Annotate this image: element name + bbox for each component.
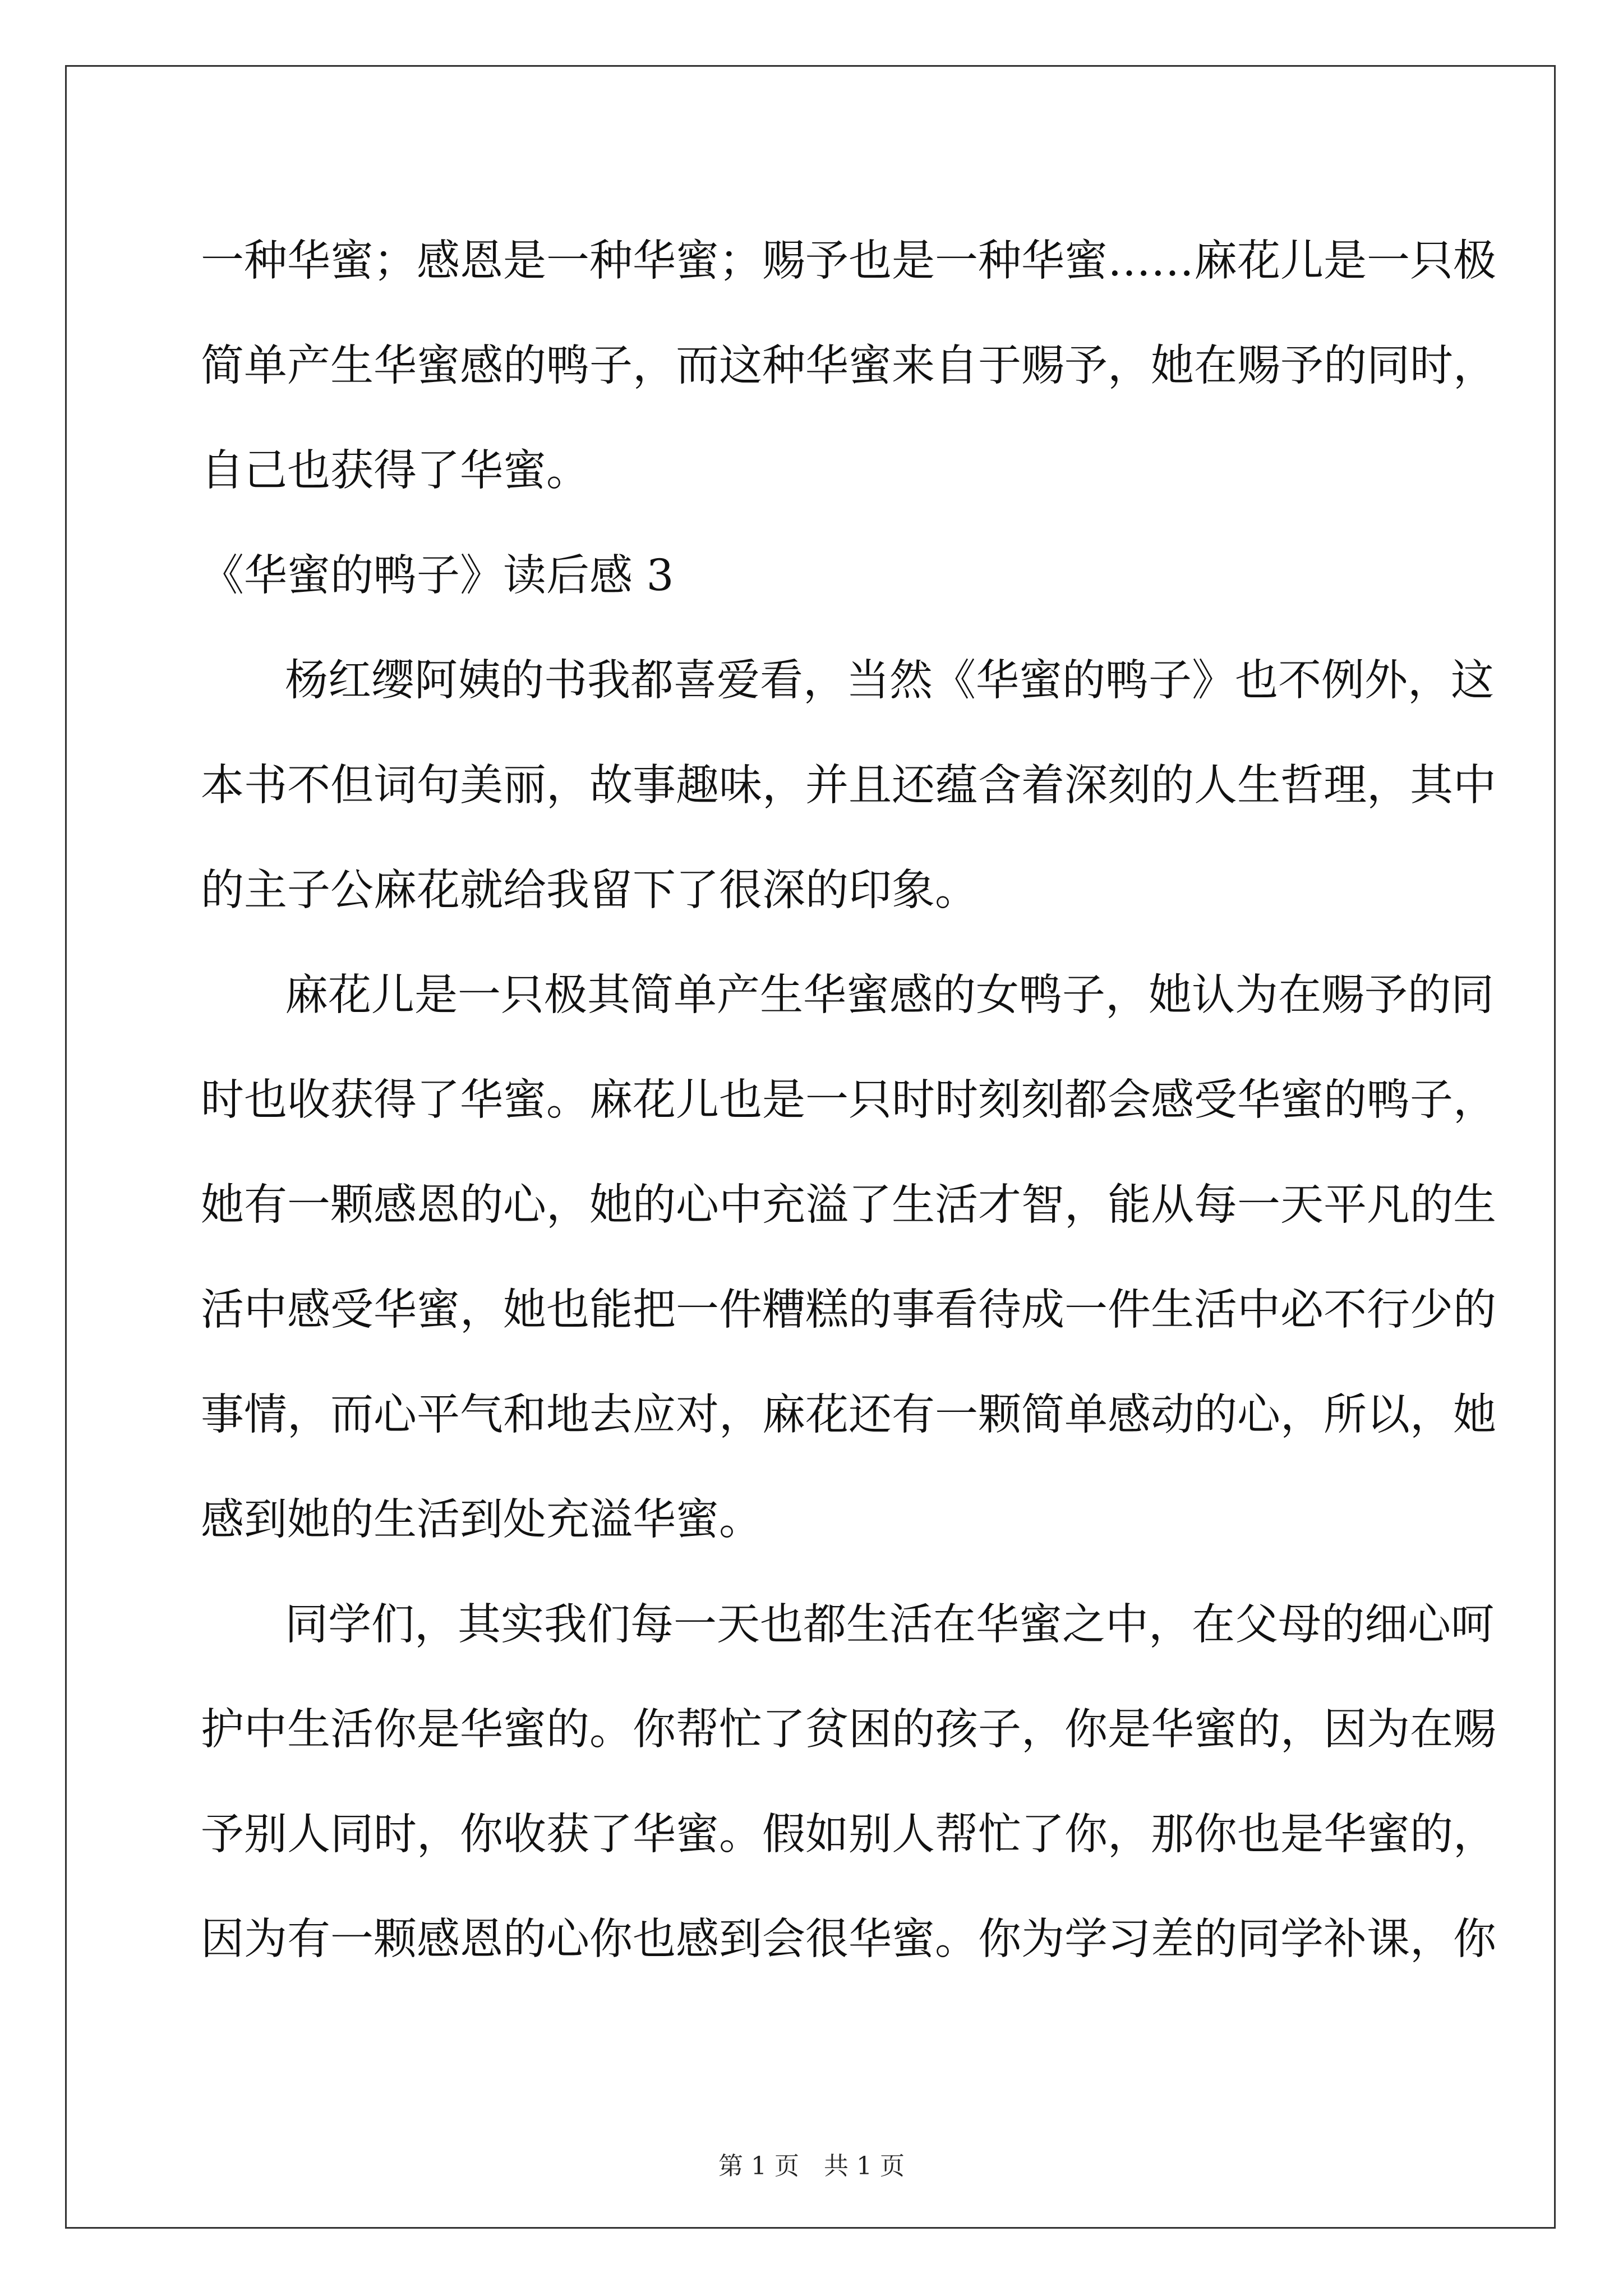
paragraph-line: 简单产生华蜜感的鸭子，而这种华蜜来自于赐予，她在赐予的同时，: [201, 341, 1496, 391]
paragraph-line: 本书不但词句美丽，故事趣味，并且还蕴含着深刻的人生哲理，其中: [201, 761, 1496, 811]
paragraph-line: 感到她的生活到处充溢华蜜。: [201, 1495, 762, 1545]
paragraph-line: 护中生活你是华蜜的。你帮忙了贫困的孩子，你是华蜜的，因为在赐: [201, 1705, 1496, 1755]
paragraph-line: 杨红缨阿姨的书我都喜爱看，当然《华蜜的鸭子》也不例外，这: [285, 656, 1494, 706]
paragraph-line: 一种华蜜；感恩是一种华蜜；赐予也是一种华蜜……麻花儿是一只极: [201, 236, 1496, 286]
paragraph-line: 自己也获得了华蜜。: [201, 446, 589, 496]
paragraph-line: 她有一颗感恩的心，她的心中充溢了生活才智，能从每一天平凡的生: [201, 1180, 1496, 1230]
paragraph-line: 的主子公麻花就给我留下了很深的印象。: [201, 866, 978, 915]
paragraph-line: 麻花儿是一只极其简单产生华蜜感的女鸭子，她认为在赐予的同: [285, 970, 1494, 1020]
paragraph-line: 因为有一颗感恩的心你也感到会很华蜜。你为学习差的同学补课，你: [201, 1915, 1496, 1964]
paragraph-line: 事情，而心平气和地去应对，麻花还有一颗简单感动的心，所以，她: [201, 1390, 1496, 1440]
paragraph-line: 时也收获得了华蜜。麻花儿也是一只时时刻刻都会感受华蜜的鸭子，: [201, 1075, 1496, 1125]
paragraph-line: 同学们，其实我们每一天也都生活在华蜜之中，在父母的细心呵: [285, 1600, 1494, 1650]
paragraph-line: 予别人同时，你收获了华蜜。假如别人帮忙了你，那你也是华蜜的，: [201, 1810, 1496, 1860]
page-footer: 第 1 页 共 1 页: [718, 2152, 905, 2180]
paragraph-line: 活中感受华蜜，她也能把一件糟糕的事看待成一件生活中必不行少的: [201, 1285, 1496, 1335]
document-body: [201, 209, 1496, 1992]
section-heading: 《华蜜的鸭子》读后感 3: [201, 551, 674, 601]
